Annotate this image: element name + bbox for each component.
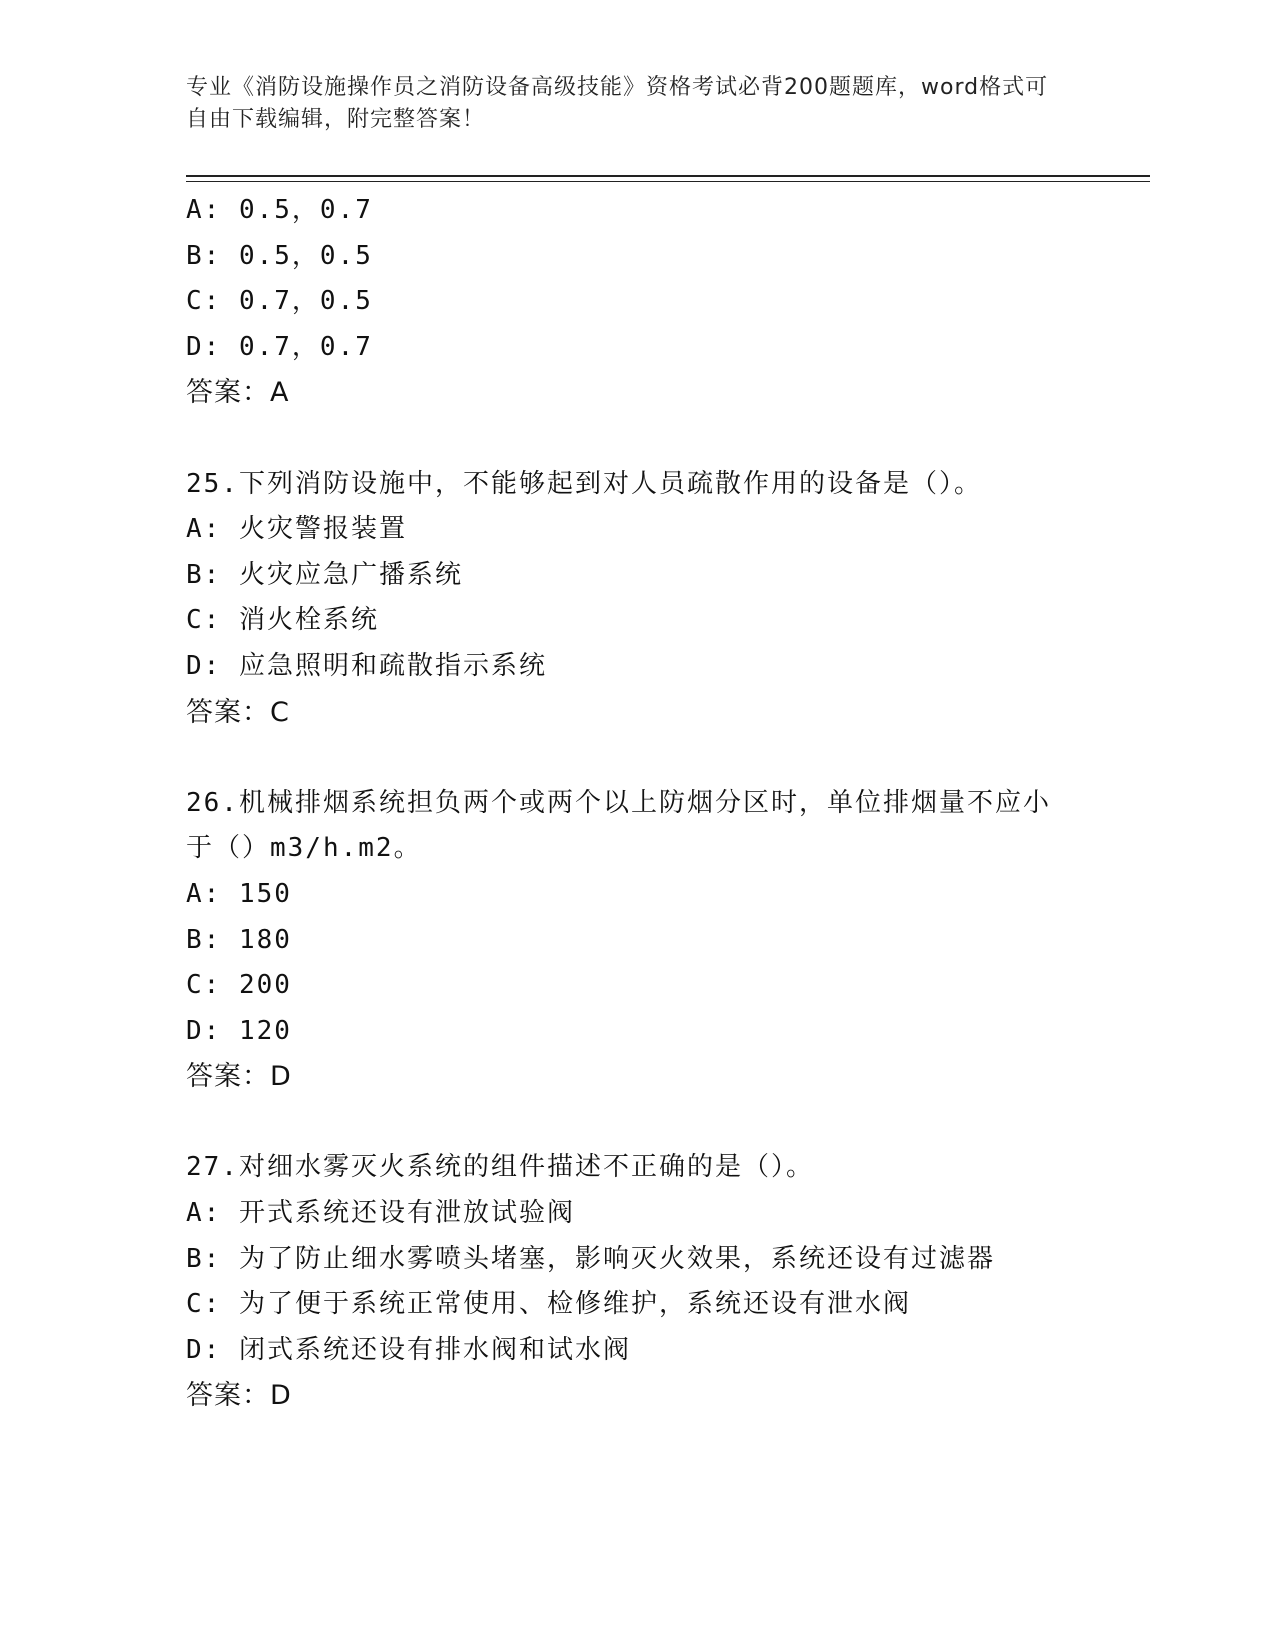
question-stem: 25.下列消防设施中，不能够起到对人员疏散作用的设备是（）。	[186, 468, 982, 499]
answer: 答案：C	[186, 696, 290, 728]
question-stem: 27.对细水雾灭火系统的组件描述不正确的是（）。	[186, 1152, 814, 1183]
answer: 答案：D	[186, 1380, 292, 1412]
option-a: A: 0.5，0.7	[186, 195, 373, 225]
question-27	[186, 1145, 1146, 1419]
option-c: C: 200	[186, 970, 292, 1001]
option-d: D: 应急照明和疏散指示系统	[186, 650, 547, 681]
option-b: B: 火灾应急广播系统	[186, 559, 463, 590]
option-d: D: 0.7，0.7	[186, 331, 373, 362]
option-b: B: 为了防止细水雾喷头堵塞，影响灭火效果，系统还设有过滤器	[186, 1243, 995, 1274]
question-25	[186, 462, 1146, 736]
option-d: D: 120	[186, 1015, 292, 1046]
question-stem-line-2: 于（）m3/h.m2。	[186, 833, 422, 864]
option-a: A: 开式系统还设有泄放试验阀	[186, 1198, 575, 1229]
header-divider-thin	[186, 181, 1150, 182]
option-c: C: 消火栓系统	[186, 605, 379, 636]
answer: 答案：A	[186, 377, 290, 409]
document-header: 专业《消防设施操作员之消防设备高级技能》资格考试必背200题题库，word格式可自由下载编辑，附完整答案！	[186, 75, 1049, 132]
option-c: C: 为了便于系统正常使用、检修维护，系统还设有泄水阀	[186, 1289, 911, 1320]
option-a: A: 火灾警报装置	[186, 514, 407, 545]
document-body	[186, 188, 1146, 1419]
question-26	[186, 781, 1146, 1100]
question-24-continued	[186, 188, 1146, 416]
option-d: D: 闭式系统还设有排水阀和试水阀	[186, 1334, 631, 1365]
option-a: A: 150	[186, 878, 292, 909]
option-b: B: 0.5，0.5	[186, 240, 373, 271]
question-stem-line-1: 26.机械排烟系统担负两个或两个以上防烟分区时，单位排烟量不应小	[186, 787, 1051, 818]
answer: 答案：D	[186, 1061, 292, 1093]
header-divider-thick	[186, 175, 1150, 177]
option-b: B: 180	[186, 924, 292, 955]
option-c: C: 0.7，0.5	[186, 286, 373, 317]
